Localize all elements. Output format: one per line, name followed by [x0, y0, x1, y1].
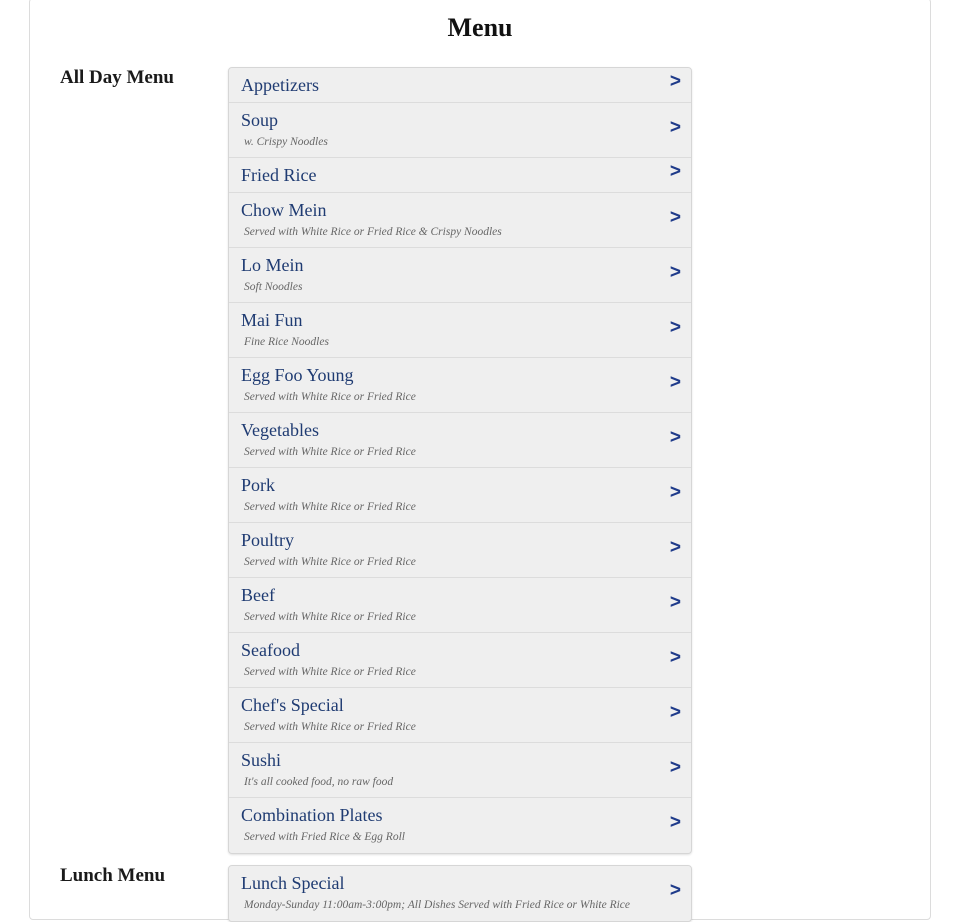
section-title-all-day: All Day Menu: [60, 67, 174, 88]
item-name: Seafood: [241, 640, 300, 660]
item-name: Sushi: [241, 750, 282, 770]
chevron-right-icon: >: [669, 71, 681, 92]
chevron-right-icon: >: [669, 317, 681, 338]
menu-item-sushi[interactable]: [229, 743, 691, 798]
menu-item-combination-plates[interactable]: [229, 798, 691, 853]
chevron-right-icon: >: [669, 880, 681, 901]
item-name: Vegetables: [241, 420, 319, 440]
chevron-right-icon: >: [669, 372, 681, 393]
item-name: Chow Mein: [241, 200, 327, 220]
item-description: Served with White Rice or Fried Rice & Crispy Noodles: [244, 226, 502, 238]
chevron-right-icon: >: [669, 647, 681, 668]
item-name: Mai Fun: [241, 310, 303, 330]
menu-item-chefs-special[interactable]: [229, 688, 691, 743]
all-day-menu-list: [228, 67, 692, 854]
item-description: Served with White Rice or Fried Rice: [244, 666, 416, 678]
chevron-right-icon: >: [669, 592, 681, 613]
menu-item-lo-mein[interactable]: [229, 248, 691, 303]
menu-item-poultry[interactable]: [229, 523, 691, 578]
item-description: Served with White Rice or Fried Rice: [244, 611, 416, 623]
menu-item-lunch-special[interactable]: [229, 866, 691, 921]
chevron-right-icon: >: [669, 537, 681, 558]
page-title: Menu: [447, 13, 513, 42]
item-name: Chef's Special: [241, 695, 344, 715]
section-title-lunch: Lunch Menu: [60, 865, 166, 886]
chevron-right-icon: >: [669, 482, 681, 503]
item-name: Egg Foo Young: [241, 365, 354, 385]
item-description: Monday-Sunday 11:00am-3:00pm; All Dishes Served with Fried Rice or White Rice: [244, 899, 631, 911]
menu-item-fried-rice[interactable]: [229, 158, 691, 193]
chevron-right-icon: >: [669, 427, 681, 448]
menu-item-chow-mein[interactable]: [229, 193, 691, 248]
menu-item-vegetables[interactable]: [229, 413, 691, 468]
item-description: It's all cooked food, no raw food: [244, 776, 394, 788]
item-name: Poultry: [241, 530, 295, 550]
menu-item-egg-foo-young[interactable]: [229, 358, 691, 413]
item-description: Served with White Rice or Fried Rice: [244, 556, 416, 568]
chevron-right-icon: >: [669, 117, 681, 138]
menu-item-seafood[interactable]: [229, 633, 691, 688]
menu-item-pork[interactable]: [229, 468, 691, 523]
chevron-right-icon: >: [669, 161, 681, 182]
item-name: Appetizers: [241, 75, 319, 95]
menu-item-soup[interactable]: [229, 103, 691, 158]
chevron-right-icon: >: [669, 207, 681, 228]
item-name: Lo Mein: [241, 255, 304, 275]
item-name: Lunch Special: [241, 873, 345, 893]
lunch-menu-list: [228, 865, 692, 922]
menu-item-beef[interactable]: [229, 578, 691, 633]
menu-frame: [29, 0, 931, 920]
item-name: Beef: [241, 585, 275, 605]
chevron-right-icon: >: [669, 757, 681, 778]
item-name: Pork: [241, 475, 276, 495]
item-name: Fried Rice: [241, 165, 317, 185]
item-description: Served with Fried Rice & Egg Roll: [244, 831, 405, 843]
item-description: Served with White Rice or Fried Rice: [244, 721, 416, 733]
menu-item-mai-fun[interactable]: [229, 303, 691, 358]
item-name: Combination Plates: [241, 805, 383, 825]
item-name: Soup: [241, 110, 279, 130]
chevron-right-icon: >: [669, 812, 681, 833]
chevron-right-icon: >: [669, 262, 681, 283]
menu-item-appetizers[interactable]: [229, 68, 691, 103]
item-description: Soft Noodles: [244, 281, 303, 293]
chevron-right-icon: >: [669, 702, 681, 723]
item-description: Served with White Rice or Fried Rice: [244, 446, 416, 458]
item-description: Served with White Rice or Fried Rice: [244, 501, 416, 513]
item-description: w. Crispy Noodles: [244, 136, 328, 148]
item-description: Served with White Rice or Fried Rice: [244, 391, 416, 403]
item-description: Fine Rice Noodles: [244, 336, 329, 348]
